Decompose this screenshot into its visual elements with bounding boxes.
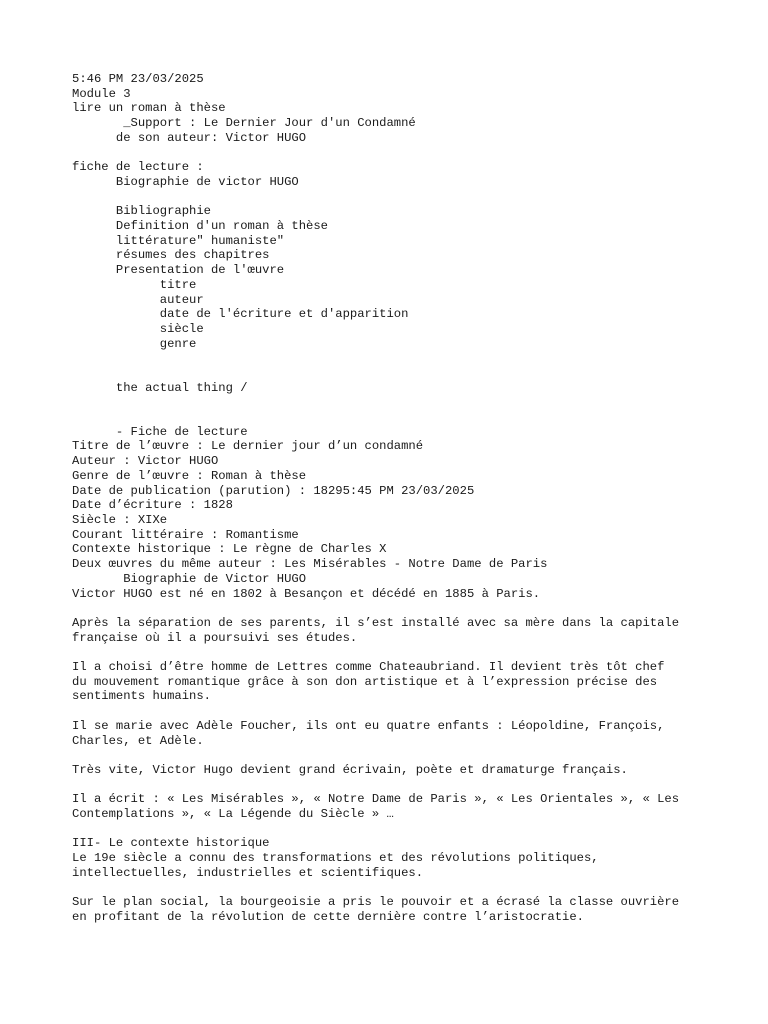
text-line <box>72 601 712 616</box>
text-line: 5:46 PM 23/03/2025 <box>72 72 204 86</box>
text-line: Victor HUGO est né en 1802 à Besançon et décédé en 1885 à Paris. <box>72 586 541 601</box>
text-line <box>72 146 712 161</box>
text-line: auteur <box>72 292 204 307</box>
text-line: Courant littéraire : Romantisme <box>72 527 299 542</box>
text-line: Il a écrit : « Les Misérables », « Notre Dame de Paris », « Les Orientales », « Les <box>72 792 680 807</box>
text-line: _Support : Le Dernier Jour d'un Condamné <box>72 116 416 131</box>
text-line: titre <box>72 277 197 292</box>
text-line: Après la séparation de ses parents, il s’est installé avec sa mère dans la capitale <box>72 615 680 630</box>
text-line: Le 19e siècle a connu des transformations et des révolutions politiques, <box>72 851 599 866</box>
text-line: Date d’écriture : 1828 <box>72 498 233 513</box>
text-line <box>72 778 712 793</box>
text-line: Biographie de victor HUGO <box>72 174 299 189</box>
text-line: Contexte historique : Le règne de Charles X <box>72 542 387 557</box>
document-page <box>72 72 712 925</box>
text-line: Definition d'un roman à thèse <box>72 219 328 233</box>
text-line: Il a choisi d’être homme de Lettres comme Chateaubriand. Il devient très tôt chef <box>72 660 665 674</box>
text-line: Bibliographie <box>72 204 211 219</box>
text-line: siècle <box>72 321 204 336</box>
text-line: Charles, et Adèle. <box>72 733 204 748</box>
text-line <box>72 395 712 410</box>
text-line: III- Le contexte historique <box>72 836 270 851</box>
text-line <box>72 190 712 205</box>
text-line: Module 3 <box>72 86 131 101</box>
text-line <box>72 410 712 425</box>
text-line <box>72 822 712 837</box>
text-line: Très vite, Victor Hugo devient grand écrivain, poète et dramaturge français. <box>72 762 628 777</box>
text-line: Sur le plan social, la bourgeoisie a pris le pouvoir et a écrasé la classe ouvrière <box>72 895 680 910</box>
text-line: date de l'écriture et d'apparition <box>72 307 409 322</box>
text-line: Deux œuvres du même auteur : Les Misérables - Notre Dame de Paris <box>72 557 548 572</box>
text-line: Date de publication (parution) : 18295:45 PM 23/03/2025 <box>72 483 475 498</box>
text-line: Auteur : Victor HUGO <box>72 454 219 469</box>
text-line <box>72 366 712 381</box>
document-body <box>72 72 712 925</box>
text-line <box>72 645 712 660</box>
text-line <box>72 880 712 895</box>
text-line: Siècle : XIXe <box>72 513 168 527</box>
text-line: the actual thing / <box>72 380 248 395</box>
text-line: intellectuelles, industrielles et scientifiques. <box>72 865 424 880</box>
text-line: résumes des chapitres <box>72 248 270 263</box>
text-line: littérature" humaniste" <box>72 233 285 248</box>
text-line: lire un roman à thèse <box>72 101 226 116</box>
text-line: de son auteur: Victor HUGO <box>72 130 307 145</box>
text-line: genre <box>72 336 197 351</box>
text-line: Contemplations », « La Légende du Siècle » … <box>72 806 394 821</box>
text-line: Genre de l’œuvre : Roman à thèse <box>72 468 307 483</box>
text-line: en profitant de la révolution de cette dernière contre l’aristocratie. <box>72 909 584 924</box>
text-line: Il se marie avec Adèle Foucher, ils ont eu quatre enfants : Léopoldine, François, <box>72 718 665 733</box>
text-line <box>72 351 712 366</box>
text-line: du mouvement romantique grâce à son don artistique et à l’expression précise des <box>72 674 658 689</box>
text-line: Titre de l’œuvre : Le dernier jour d’un condamné <box>72 439 424 454</box>
text-line: fiche de lecture : <box>72 160 204 175</box>
text-line: française où il a poursuivi ses études. <box>72 630 358 645</box>
text-line <box>72 748 712 763</box>
text-line <box>72 704 712 719</box>
text-line: sentiments humains. <box>72 689 211 704</box>
text-line: Presentation de l'œuvre <box>72 263 285 278</box>
text-line: Biographie de Victor HUGO <box>72 571 307 586</box>
text-line: - Fiche de lecture <box>72 424 248 439</box>
